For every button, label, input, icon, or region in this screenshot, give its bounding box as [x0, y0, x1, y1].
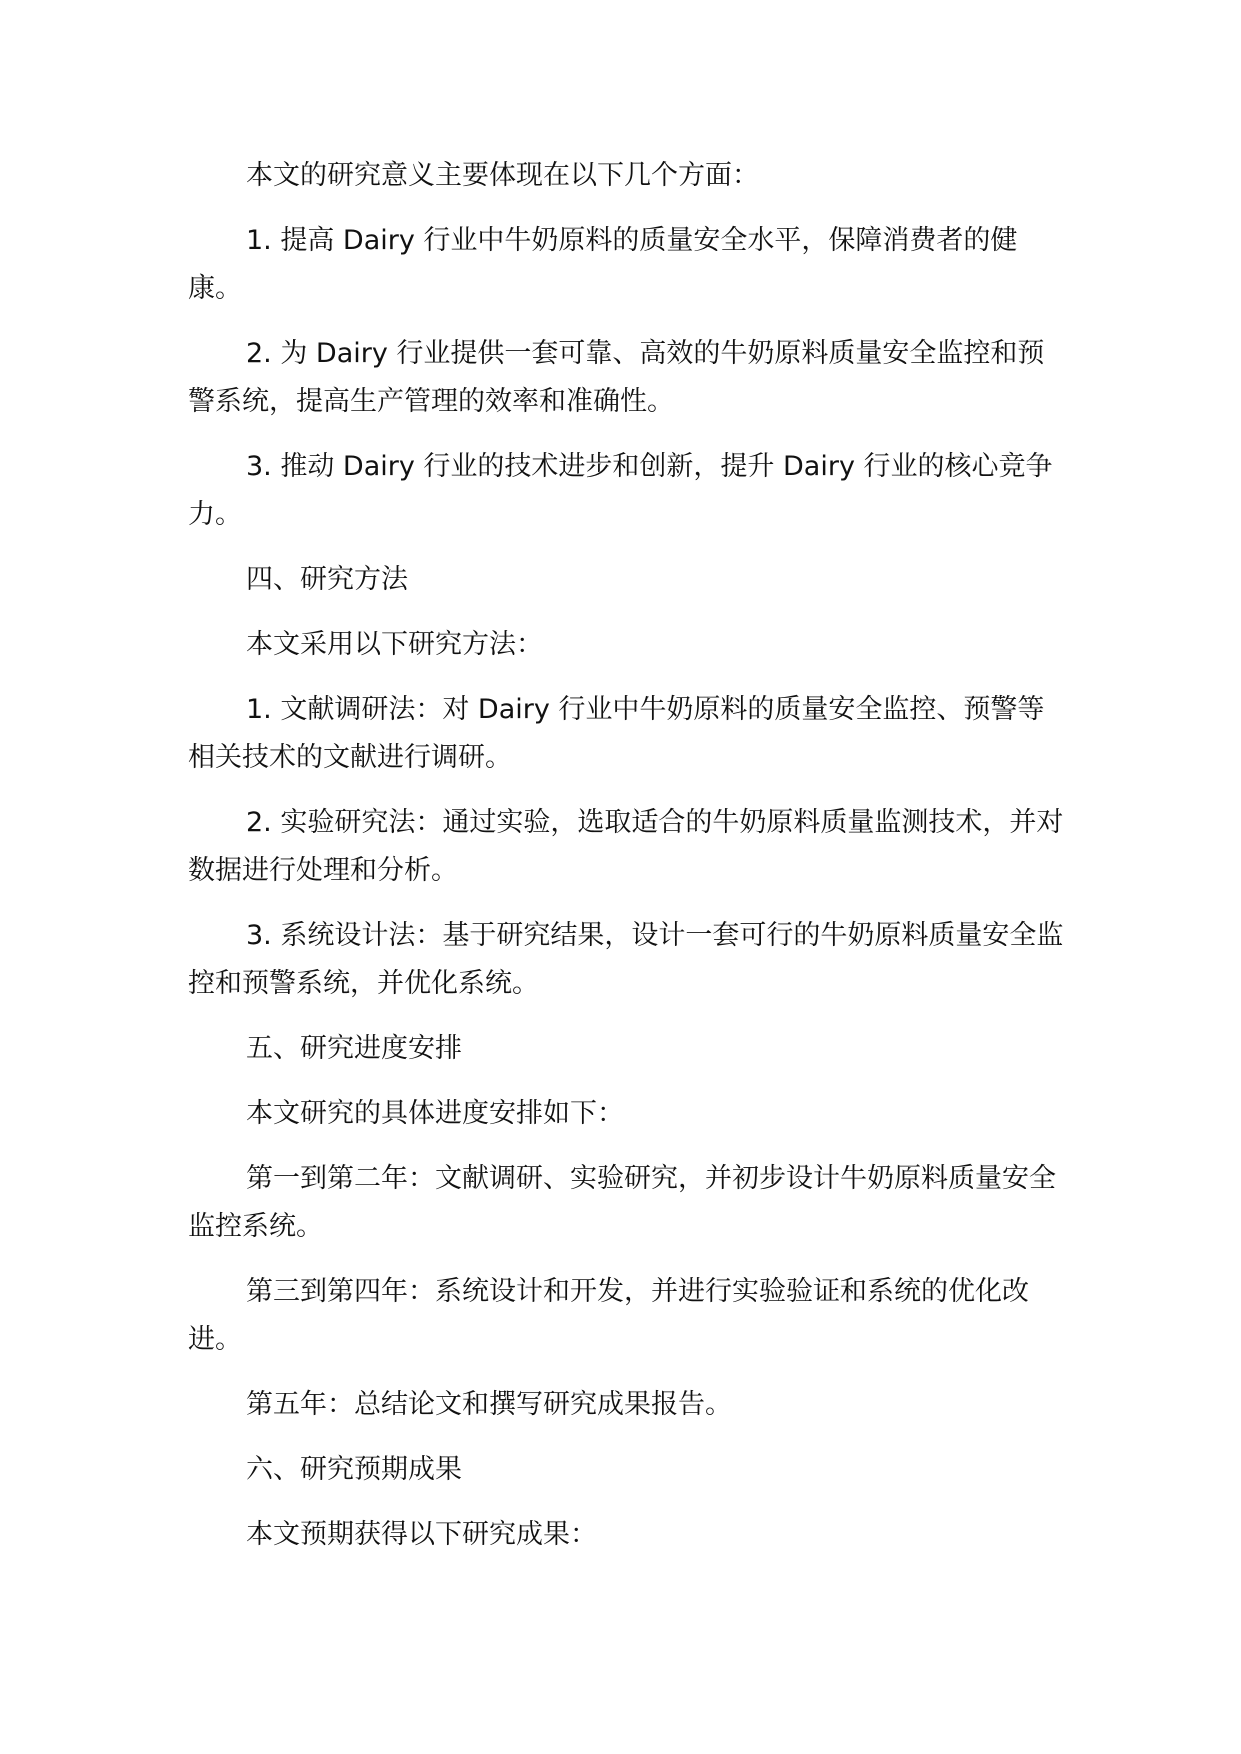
paragraph-significance-2: 2. 为 Dairy 行业提供一套可靠、高效的牛奶原料质量安全监控和预警系统，提高生产管理的效率和准确性。 — [188, 338, 1045, 417]
paragraph-significance-1: 1. 提高 Dairy 行业中牛奶原料的质量安全水平，保障消费者的健康。 — [188, 225, 1018, 304]
paragraph-schedule-intro: 本文研究的具体进度安排如下： — [246, 1098, 624, 1129]
paragraph-schedule-3: 第五年：总结论文和撰写研究成果报告。 — [246, 1389, 732, 1420]
document-body — [188, 152, 1068, 1576]
paragraph-schedule-2: 第三到第四年：系统设计和开发，并进行实验验证和系统的优化改进。 — [188, 1276, 1029, 1355]
paragraph-method-1: 1. 文献调研法：对 Dairy 行业中牛奶原料的质量安全监控、预警等相关技术的文献进行调研。 — [188, 694, 1045, 773]
paragraph-method-2: 2. 实验研究法：通过实验，选取适合的牛奶原料质量监测技术，并对数据进行处理和分析。 — [188, 807, 1064, 886]
paragraph-expected-intro: 本文预期获得以下研究成果： — [246, 1519, 597, 1550]
paragraph-method-3: 3. 系统设计法：基于研究结果，设计一套可行的牛奶原料质量安全监控和预警系统，并优化系统。 — [188, 920, 1064, 999]
heading-research-schedule: 五、研究进度安排 — [246, 1033, 462, 1064]
paragraph-schedule-1: 第一到第二年：文献调研、实验研究，并初步设计牛奶原料质量安全监控系统。 — [188, 1163, 1056, 1242]
paragraph-significance-intro: 本文的研究意义主要体现在以下几个方面： — [246, 160, 759, 191]
paragraph-methods-intro: 本文采用以下研究方法： — [246, 629, 543, 660]
paragraph-significance-3: 3. 推动 Dairy 行业的技术进步和创新，提升 Dairy 行业的核心竞争力。 — [188, 451, 1053, 530]
heading-expected-results: 六、研究预期成果 — [246, 1454, 462, 1485]
heading-research-methods: 四、研究方法 — [246, 564, 408, 595]
